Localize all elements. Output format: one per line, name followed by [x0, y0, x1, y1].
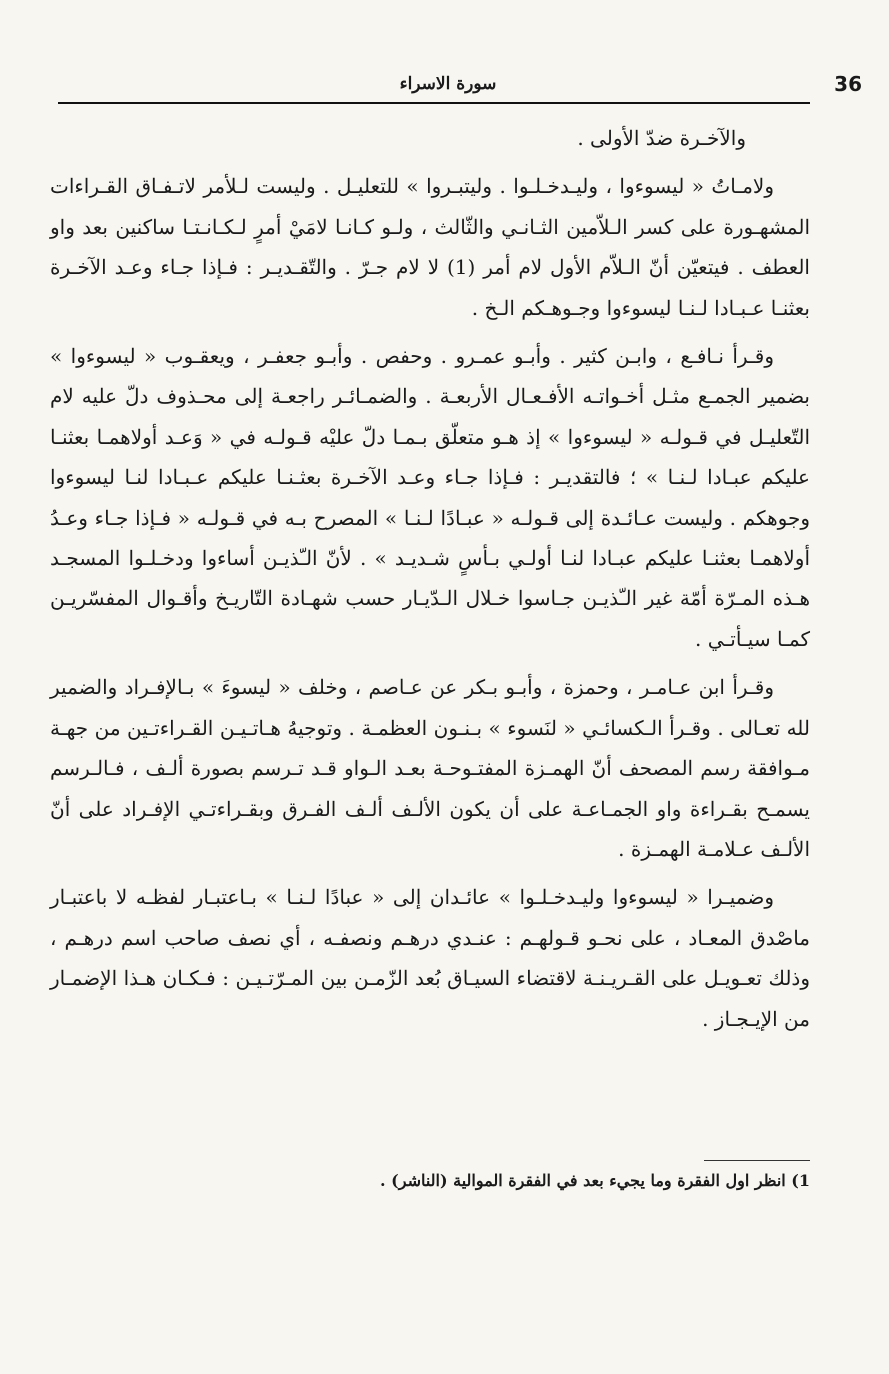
paragraph-5: وضميـرا « ليسوءوا وليـدخـلـوا » عائـدان إلى « عبادًا لـنـا » بـاعتبـار لفظـه لا باعتبـار ماصْدق المعـاد ، على نحـو قـولهـم : عنـدي درهـم ونصفـه ، أي نصف صاحب اسم درهـم ، وذلك تعـويـل على القـريـنـة لاقتضاء السيـاق بُعد الزّمـن بين المـرّتـيـن : فـكـان هـذا الإضمـار من الإيـجـاز . [50, 885, 810, 1031]
paragraph-1: والآخـرة ضدّ الأولى . [577, 126, 746, 150]
footnote-rule [704, 1160, 810, 1161]
header-rule [58, 102, 810, 104]
surah-title: سورة الاسراء [399, 74, 497, 94]
paragraph-3: وقـرأ نـافـع ، وابـن كثير . وأبـو عمـرو . وحفص . وأبـو جعفـر ، ويعقـوب « ليسوءوا » بضمير الجمـع مثـل أخـواتـه الأفـعـال الأربعـة . والضمـائـر راجعـة إلى محـذوف دلّ عليه لام التّعليـل في قـولـه « ليسوءوا » إذ هـو متعلّق بـمـا دلّ عليْه قـولـه في « وَعـد أولاهمـا بعثنـا عليكم عبـادا لـنـا » ؛ فالتقديـر : فـإذا جـاء وعـد الآخـرة بعثـنـا عليكم عـبـادا لنـا ليسوءوا وجوهكم . وليست عـائـدة إلى قـولـه « عبـادًا لـنـا » المصرح بـه في قـولـه « فـإذا جـاء وعـدُ أولاهمـا بعثنـا عليكم عبـادا لنـا أولـي بـأسٍ شـديـد » . لأنّ الـّذيـن أساءوا ودخـلـوا المسجـد هـذه المـرّة أمّة غير الـّذيـن جـاسوا خـلال الـدّيـار حسب شهـادة التّاريـخ وأقـوال المفسّريـن كمـا سيـأتـي . [50, 344, 811, 651]
page-header [58, 70, 862, 104]
footnote: 1) انظر اول الفقرة وما يجيء بعد في الفقرة الموالية (الناشر) . [380, 1171, 810, 1190]
paragraph-2: ولامـاتُ « ليسوءوا ، وليـدخـلـوا . وليتبـروا » للتعليـل . وليست لـلأمر لاتـفـاق القـراءات المشهـورة على كسر الـلاّمين الثـانـي والثّالث ، ولـو كـانـا لامَيْ أمرٍ لـكـانـتـا ساكنين بعد واو العطف . فيتعيّن أنّ الـلاّم الأول لام أمر (1) لا لام جـرّ . والتّقـديـر : فـإذا جـاء وعـد الآخـرة بعثنـا عـبـادا لـنـا ليسوءوا وجـوهـكم الـخ . [50, 174, 810, 320]
paragraph-4: وقـرأ ابن عـامـر ، وحمزة ، وأبـو بـكر عن عـاصم ، وخلف « ليسوءَ » بـالإفـراد والضمير لله تعـالى . وقـرأ الـكسائـي « لنَسوء » بـنـون العظمـة . وتوجيهُ هـاتـيـن القـراءتـين من جهـة مـوافقة رسم المصحف أنّ الهمـزة المفتـوحـة بعـد الـواو قـد تـرسم بصورة ألـف ، فـالـرسم يسمـح بقـراءة واو الجمـاعـة على أن يكون الألـف ألـف الفـرق وبقـراءتـي الإفـراد على أنّ الألـف عـلامـة الهمـزة . [50, 675, 810, 861]
body-text [50, 118, 810, 1047]
page-number: 36 [834, 72, 862, 96]
